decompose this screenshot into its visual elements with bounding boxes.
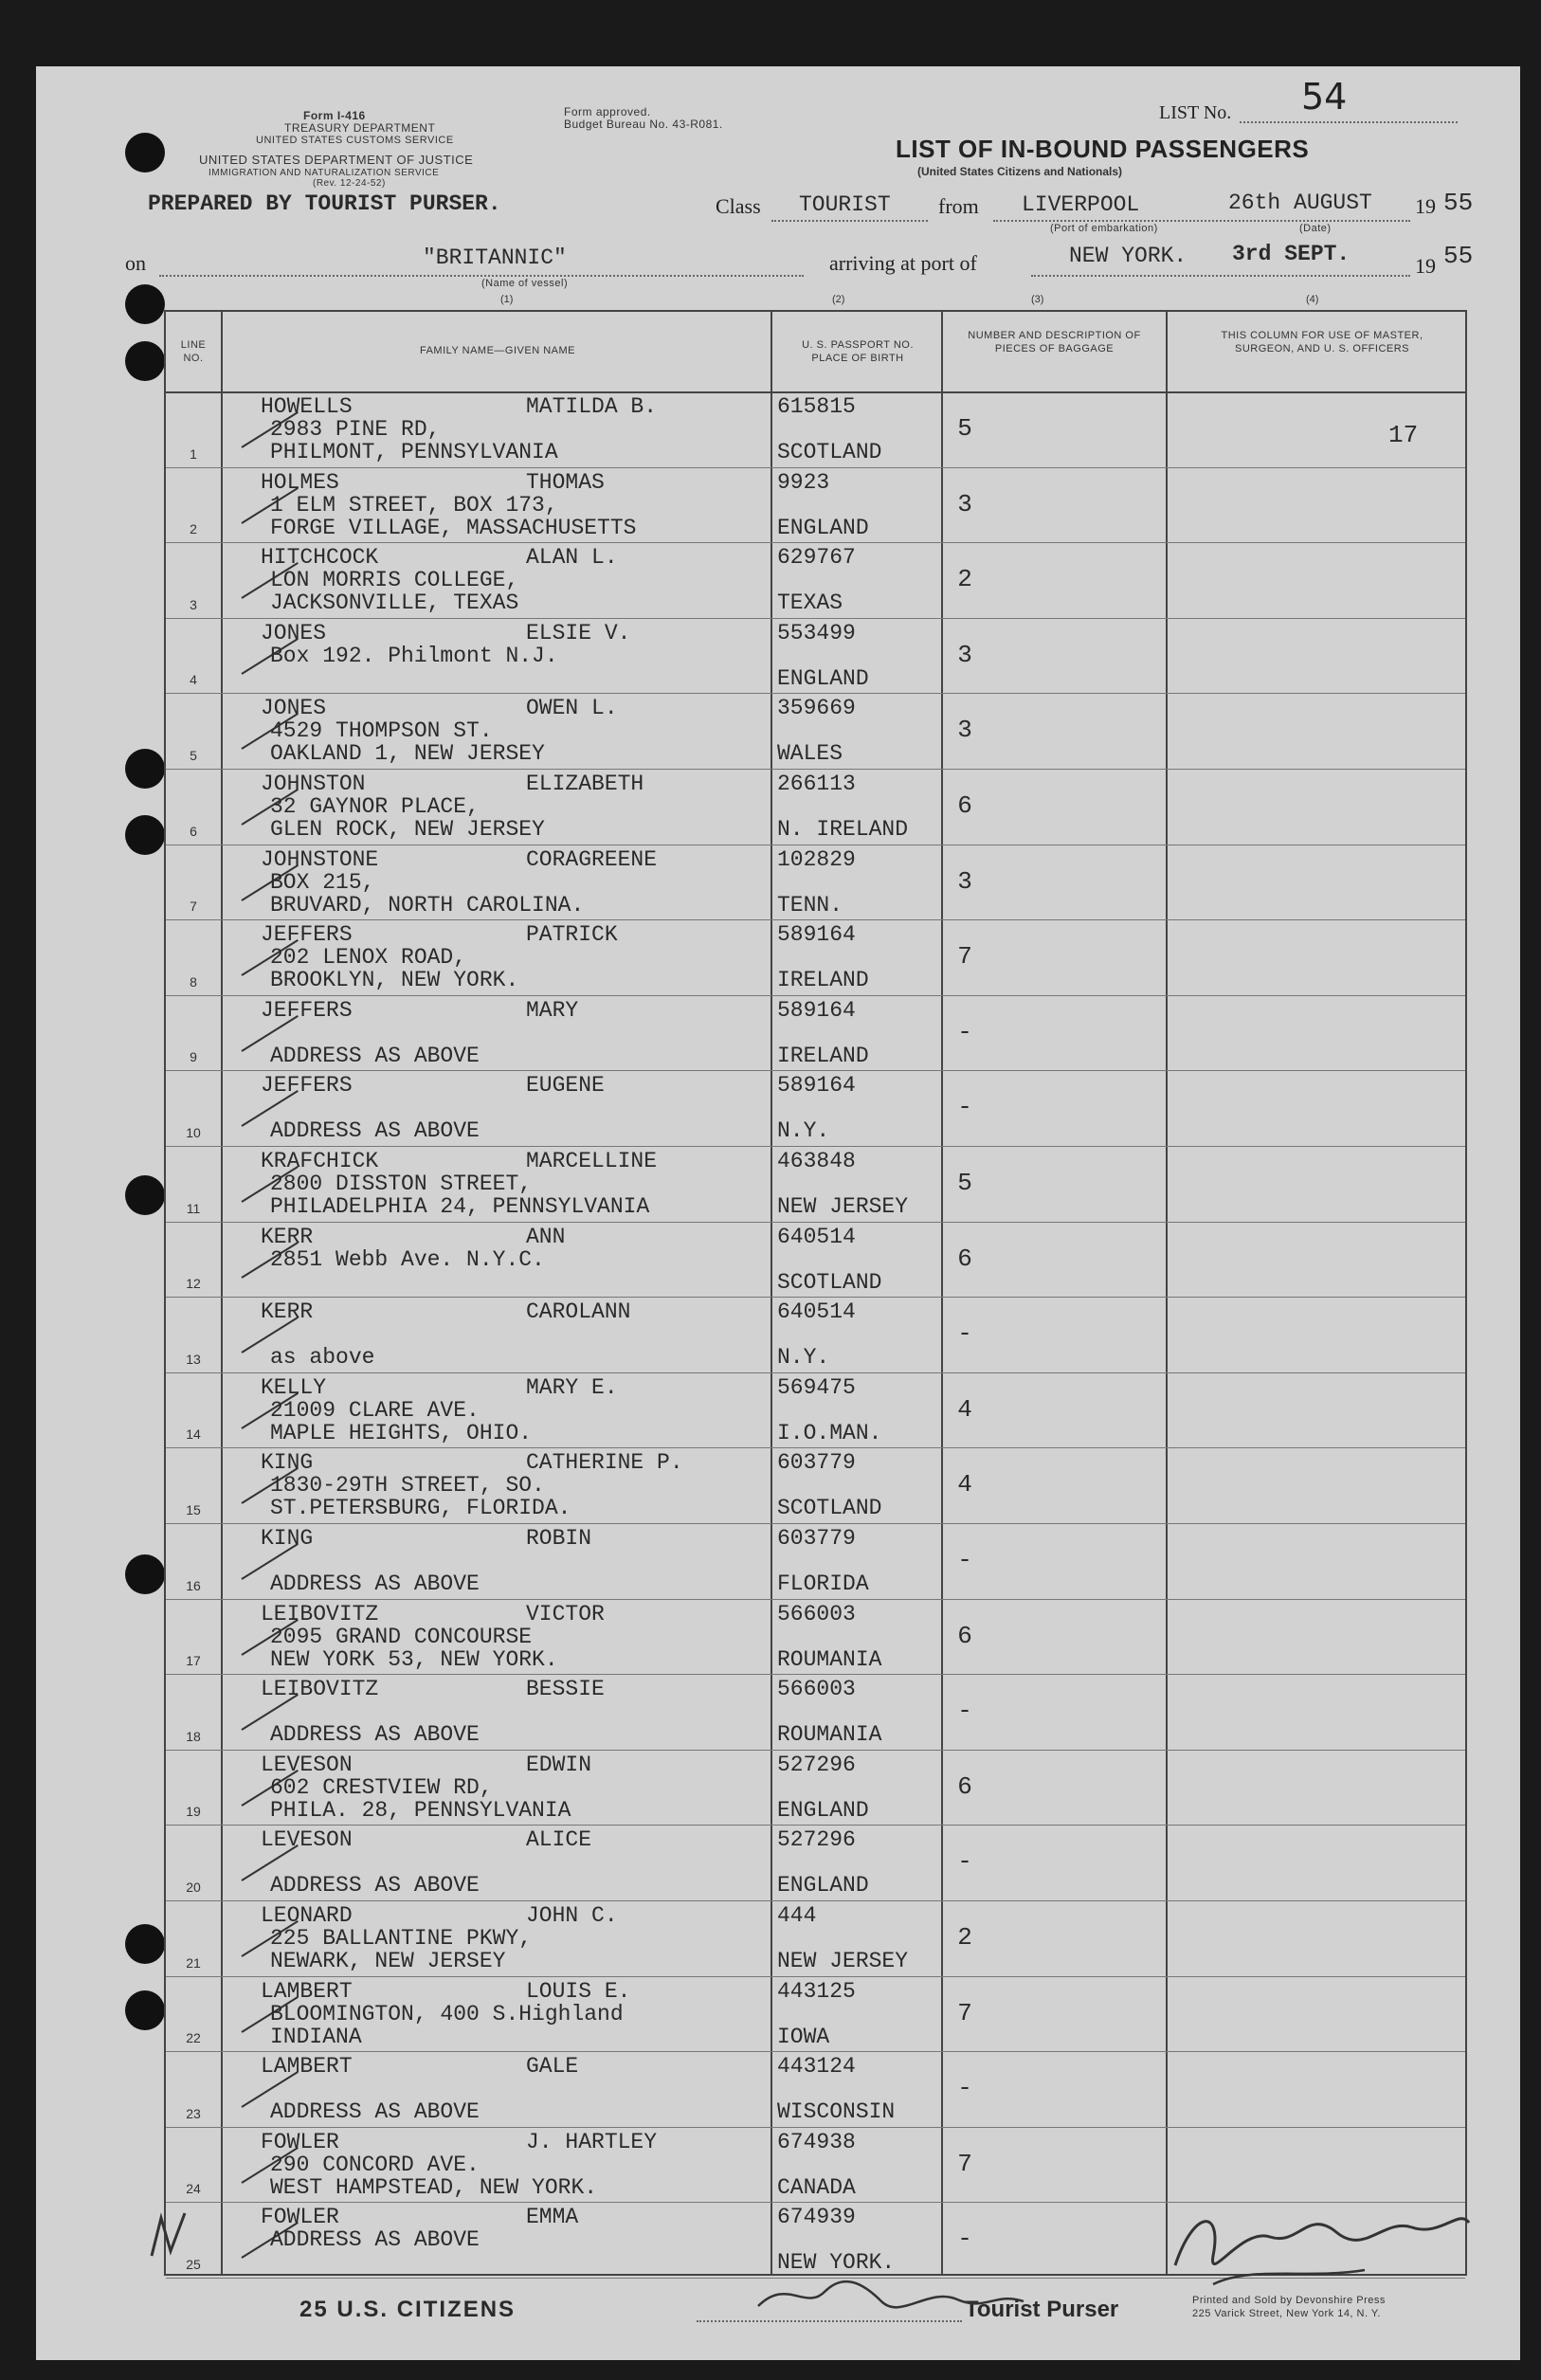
address-line-1: 2851 Webb Ave. N.Y.C.	[270, 1246, 545, 1272]
margin-mark	[142, 2208, 199, 2265]
address-line-2: GLEN ROCK, NEW JERSEY	[270, 817, 545, 842]
address-line-1: 225 BALLANTINE PKWY,	[270, 1926, 533, 1951]
passport-number: 102829	[777, 846, 856, 872]
passport-number: 603779	[777, 1450, 856, 1476]
given-name: MATILDA B.	[526, 394, 658, 419]
baggage-count: 6	[957, 1621, 972, 1650]
place-of-birth: SCOTLAND	[777, 440, 882, 464]
purser-title: Tourist Purser	[965, 2297, 1119, 2322]
given-name: ANN	[526, 1224, 566, 1249]
address-line-1: 32 GAYNOR PLACE,	[270, 794, 480, 819]
arrival-line	[1031, 275, 1410, 277]
line-number: 11	[186, 1200, 201, 1216]
col-num-1: (1)	[500, 294, 514, 305]
place-of-birth: IOWA	[777, 2024, 830, 2049]
address-line-2: INDIANA	[270, 2024, 362, 2049]
address-line-2: NEW YORK 53, NEW YORK.	[270, 1646, 558, 1672]
header-passport: U. S. PASSPORT NO. PLACE OF BIRTH	[802, 339, 914, 364]
address-line-1: 1 ELM STREET, BOX 173,	[270, 492, 558, 518]
given-name: ALAN L.	[526, 545, 618, 571]
place-of-birth: ENGLAND	[777, 1873, 869, 1899]
from-label: from	[938, 194, 979, 218]
baggage-count: 7	[957, 1998, 972, 2027]
family-name: JONES	[261, 620, 327, 645]
given-name: GALE	[526, 2054, 579, 2080]
place-of-birth: I.O.MAN.	[777, 1420, 882, 1445]
passport-number: 444	[777, 1903, 817, 1928]
class-value: TOURIST	[799, 192, 891, 217]
address-line-2: WEST HAMPSTEAD, NEW YORK.	[270, 2174, 598, 2200]
family-name: LEIBOVITZ	[261, 1601, 379, 1626]
embark-year: 55	[1443, 189, 1474, 217]
table-row	[166, 1372, 1465, 1449]
address-line-2: ADDRESS AS ABOVE	[270, 1722, 480, 1748]
place-of-birth: N.Y.	[777, 1345, 830, 1371]
address-line-2: BROOKLYN, NEW YORK.	[270, 968, 519, 993]
line-number: 9	[190, 1049, 197, 1065]
address-line-1: BLOOMINGTON, 400 S.Highland	[270, 2001, 624, 2026]
punch-hole	[125, 1175, 165, 1215]
baggage-count: 2	[957, 1923, 972, 1952]
vessel-name: "BRITANNIC"	[423, 245, 567, 270]
baggage-count: 6	[957, 1244, 972, 1273]
table-row	[166, 1222, 1465, 1299]
place-of-birth: CANADA	[777, 2174, 856, 2200]
table-row	[166, 1297, 1465, 1373]
address-line-2: PHILA. 28, PENNSYLVANIA	[270, 1797, 571, 1823]
given-name: ELIZABETH	[526, 772, 644, 796]
family-name: JOHNSTON	[261, 772, 366, 796]
family-name: HOWELLS	[261, 394, 353, 419]
passenger-table	[164, 310, 1467, 2276]
place-of-birth: TENN.	[777, 892, 843, 917]
family-name: KERR	[261, 1299, 314, 1325]
baggage-count: 7	[957, 2149, 972, 2178]
punch-hole	[125, 749, 165, 789]
passport-number: 566003	[777, 1601, 856, 1626]
address-line-2: NEWARK, NEW JERSEY	[270, 1949, 506, 1973]
place-of-birth: ENGLAND	[777, 1797, 869, 1823]
table-header	[166, 312, 1465, 393]
on-label: on	[125, 251, 146, 275]
place-of-birth: FLORIDA	[777, 1572, 869, 1596]
header-baggage: NUMBER AND DESCRIPTION OF PIECES OF BAGGAGE	[968, 330, 1141, 354]
family-name: LEVESON	[261, 1752, 353, 1777]
baggage-count: 5	[957, 1169, 972, 1197]
baggage-count: 3	[957, 489, 972, 518]
given-name: EDWIN	[526, 1752, 592, 1777]
line-number: 13	[186, 1351, 201, 1367]
table-row	[166, 618, 1465, 695]
place-of-birth: ENGLAND	[777, 515, 869, 540]
table-row	[166, 2051, 1465, 2128]
line-number: 7	[190, 899, 197, 915]
passport-number: 569475	[777, 1374, 856, 1400]
passport-number: 640514	[777, 1299, 856, 1325]
line-number: 22	[186, 2030, 201, 2046]
address-line-2: ADDRESS AS ABOVE	[270, 1043, 480, 1068]
list-no-label: LIST No.	[1159, 102, 1232, 123]
given-name: J. HARTLEY	[526, 2129, 658, 2154]
family-name: LEVESON	[261, 1827, 353, 1853]
vessel-label: (Name of vessel)	[481, 278, 569, 289]
family-name: KRAFCHICK	[261, 1149, 379, 1173]
table-row	[166, 769, 1465, 845]
address-line-2: ADDRESS AS ABOVE	[270, 1118, 480, 1144]
line-number: 24	[186, 2181, 201, 2197]
prepared-by: PREPARED BY TOURIST PURSER.	[148, 191, 501, 216]
passport-number: 553499	[777, 620, 856, 645]
passport-number: 443124	[777, 2054, 856, 2080]
address-line-2: PHILMONT, PENNSYLVANIA	[270, 440, 558, 464]
class-line	[771, 220, 928, 222]
family-name: FOWLER	[261, 2205, 339, 2230]
given-name: MARCELLINE	[526, 1149, 658, 1173]
passport-number: 589164	[777, 922, 856, 948]
punch-hole	[125, 284, 165, 324]
given-name: CAROLANN	[526, 1299, 631, 1325]
address-line-2: ST.PETERSBURG, FLORIDA.	[270, 1496, 571, 1521]
table-row	[166, 1599, 1465, 1676]
place-of-birth: NEW JERSEY	[777, 1949, 909, 1973]
table-row	[166, 1146, 1465, 1223]
passport-number: 640514	[777, 1224, 856, 1249]
baggage-count: -	[957, 1017, 972, 1046]
family-name: JEFFERS	[261, 1073, 353, 1099]
address-line-1: 4529 THOMPSON ST.	[270, 718, 493, 744]
family-name: JOHNSTONE	[261, 846, 379, 872]
line-number: 21	[186, 1954, 201, 1971]
place-of-birth: SCOTLAND	[777, 1496, 882, 1521]
baggage-count: 4	[957, 1394, 972, 1424]
table-row	[166, 391, 1465, 468]
baggage-count: -	[957, 2074, 972, 2103]
line-number: 25	[186, 2256, 201, 2272]
justice-dept: UNITED STATES DEPARTMENT OF JUSTICE	[199, 153, 474, 167]
arrival-date: 3rd SEPT.	[1232, 242, 1351, 266]
col-num-4: (4)	[1306, 294, 1319, 305]
revision-date: (Rev. 12-24-52)	[313, 178, 386, 189]
line-number: 6	[190, 823, 197, 839]
table-row	[166, 1447, 1465, 1524]
table-row	[166, 693, 1465, 770]
family-name: KELLY	[261, 1374, 327, 1400]
family-name: FOWLER	[261, 2129, 339, 2154]
passport-number: 463848	[777, 1149, 856, 1173]
place-of-birth: ROUMANIA	[777, 1722, 882, 1748]
line-number: 2	[190, 521, 197, 537]
table-row	[166, 995, 1465, 1072]
baggage-count: -	[957, 1697, 972, 1726]
line-number: 5	[190, 747, 197, 763]
punch-hole	[125, 1924, 165, 1964]
line-number: 4	[190, 672, 197, 688]
table-row	[166, 542, 1465, 619]
address-line-2: PHILADELPHIA 24, PENNSYLVANIA	[270, 1194, 650, 1219]
place-of-birth: ENGLAND	[777, 665, 869, 691]
place-of-birth: NEW JERSEY	[777, 1194, 909, 1219]
budget-bureau: Budget Bureau No. 43-R081.	[564, 118, 723, 131]
table-row	[166, 1523, 1465, 1600]
table-row	[166, 1825, 1465, 1901]
printer-line-2: 225 Varick Street, New York 14, N. Y.	[1192, 2308, 1381, 2319]
place-of-birth: N. IRELAND	[777, 817, 909, 842]
given-name: MARY	[526, 997, 579, 1023]
address-line-1: 2983 PINE RD,	[270, 417, 441, 442]
given-name: CORAGREENE	[526, 846, 658, 872]
given-name: JOHN C.	[526, 1903, 618, 1928]
treasury-dept: TREASURY DEPARTMENT	[284, 121, 436, 135]
line-number: 8	[190, 973, 197, 990]
purser-signature-scribble	[749, 2273, 1033, 2320]
baggage-count: 3	[957, 866, 972, 896]
line-number: 15	[186, 1501, 201, 1517]
address-line-1: ADDRESS AS ABOVE	[270, 2227, 480, 2253]
arriving-label: arriving at port of	[829, 251, 977, 275]
address-line-1: Box 192. Philmont N.J.	[270, 643, 558, 668]
form-number: Form I-416	[303, 109, 366, 122]
table-row	[166, 845, 1465, 921]
passport-number: 629767	[777, 545, 856, 571]
total-count: 25 U.S. CITIZENS	[299, 2297, 517, 2322]
place-of-birth: IRELAND	[777, 968, 869, 993]
given-name: ROBIN	[526, 1526, 592, 1551]
address-line-2: OAKLAND 1, NEW JERSEY	[270, 741, 545, 767]
address-line-1: LON MORRIS COLLEGE,	[270, 568, 519, 593]
baggage-count: -	[957, 1546, 972, 1574]
given-name: MARY E.	[526, 1374, 618, 1400]
address-line-2: as above	[270, 1345, 375, 1371]
form-approved: Form approved.	[564, 105, 651, 118]
place-of-birth: ROUMANIA	[777, 1646, 882, 1672]
customs-service: UNITED STATES CUSTOMS SERVICE	[256, 135, 454, 146]
passport-number: 527296	[777, 1752, 856, 1777]
address-line-2: FORGE VILLAGE, MASSACHUSETTS	[270, 515, 637, 540]
table-row	[166, 1976, 1465, 2053]
address-line-2: JACKSONVILLE, TEXAS	[270, 590, 519, 616]
baggage-count: 2	[957, 565, 972, 594]
year-prefix: 19	[1415, 194, 1436, 218]
given-name: ELSIE V.	[526, 620, 631, 645]
family-name: HOLMES	[261, 469, 339, 495]
given-name: PATRICK	[526, 922, 618, 948]
line-number: 16	[186, 1577, 201, 1593]
header-name: FAMILY NAME—GIVEN NAME	[419, 345, 575, 356]
address-line-1: BOX 215,	[270, 869, 375, 895]
line-number: 1	[190, 445, 197, 462]
document-subtitle: (United States Citizens and Nationals)	[917, 165, 1123, 178]
ins-service: IMMIGRATION AND NATURALIZATION SERVICE	[208, 168, 440, 178]
punch-hole	[125, 1554, 165, 1594]
address-line-2: ADDRESS AS ABOVE	[270, 1572, 480, 1596]
passport-number: 589164	[777, 997, 856, 1023]
baggage-count: 6	[957, 1771, 972, 1801]
family-name: JEFFERS	[261, 922, 353, 948]
address-line-1: 21009 CLARE AVE.	[270, 1397, 480, 1423]
baggage-count: -	[957, 2225, 972, 2254]
arrival-year: 55	[1443, 242, 1474, 270]
family-name: JONES	[261, 696, 327, 721]
passport-number: 674938	[777, 2129, 856, 2154]
passport-number: 359669	[777, 696, 856, 721]
family-name: LEONARD	[261, 1903, 353, 1928]
address-line-2: MAPLE HEIGHTS, OHIO.	[270, 1420, 533, 1445]
passport-number: 566003	[777, 1677, 856, 1702]
baggage-count: 6	[957, 791, 972, 820]
place-of-birth: N.Y.	[777, 1118, 830, 1144]
address-line-1: 290 CONCORD AVE.	[270, 2152, 480, 2177]
line-number: 23	[186, 2105, 201, 2121]
officer-signature	[1156, 2189, 1478, 2294]
passport-number: 9923	[777, 469, 830, 495]
place-of-birth: WISCONSIN	[777, 2099, 896, 2125]
officer-note: 17	[1388, 421, 1419, 449]
line-number: 12	[186, 1276, 201, 1292]
place-of-birth: WALES	[777, 741, 843, 767]
passport-number: 674939	[777, 2205, 856, 2230]
baggage-count: -	[957, 1319, 972, 1349]
punch-hole	[125, 341, 165, 381]
address-line-2: ADDRESS AS ABOVE	[270, 2099, 480, 2125]
col-num-2: (2)	[832, 294, 845, 305]
baggage-count: 4	[957, 1470, 972, 1499]
address-line-1: 602 CRESTVIEW RD,	[270, 1774, 493, 1800]
family-name: LAMBERT	[261, 1978, 353, 2004]
punch-hole	[125, 815, 165, 855]
col-num-3: (3)	[1031, 294, 1044, 305]
line-number: 17	[186, 1653, 201, 1669]
line-number: 18	[186, 1728, 201, 1744]
table-row	[166, 919, 1465, 996]
place-of-birth: IRELAND	[777, 1043, 869, 1068]
baggage-count: -	[957, 1093, 972, 1122]
arrival-port: NEW YORK.	[1069, 244, 1187, 268]
embark-port: LIVERPOOL	[1022, 192, 1140, 217]
family-name: LEIBOVITZ	[261, 1677, 379, 1702]
baggage-count: 3	[957, 640, 972, 669]
baggage-count: 7	[957, 942, 972, 972]
passport-number: 443125	[777, 1978, 856, 2004]
family-name: KING	[261, 1450, 314, 1476]
baggage-count: 3	[957, 716, 972, 745]
passport-number: 603779	[777, 1526, 856, 1551]
embark-port-label: (Port of embarkation)	[1050, 223, 1158, 234]
table-row	[166, 467, 1465, 544]
header-officers: THIS COLUMN FOR USE OF MASTER, SURGEON, AND U. S. OFFICERS	[1221, 330, 1423, 354]
family-name: JEFFERS	[261, 997, 353, 1023]
given-name: LOUIS E.	[526, 1978, 631, 2004]
given-name: CATHERINE P.	[526, 1450, 683, 1476]
address-line-1: 2800 DISSTON STREET,	[270, 1172, 533, 1196]
address-line-1: 1830-29TH STREET, SO.	[270, 1473, 545, 1499]
arrival-year-prefix: 19	[1415, 254, 1436, 278]
list-no-line	[1240, 121, 1458, 123]
printer-line-1: Printed and Sold by Devonshire Press	[1192, 2295, 1386, 2306]
given-name: EMMA	[526, 2205, 579, 2230]
given-name: EUGENE	[526, 1073, 605, 1099]
given-name: OWEN L.	[526, 696, 618, 721]
class-label: Class	[716, 194, 761, 218]
table-row	[166, 1070, 1465, 1147]
punch-hole	[125, 1990, 165, 2030]
address-line-1: 2095 GRAND CONCOURSE	[270, 1624, 533, 1649]
given-name: THOMAS	[526, 469, 605, 495]
family-name: KING	[261, 1526, 314, 1551]
baggage-count: 5	[957, 414, 972, 443]
list-number: 54	[1301, 76, 1348, 118]
line-number: 19	[186, 1804, 201, 1820]
family-name: KERR	[261, 1224, 314, 1249]
table-row	[166, 1750, 1465, 1826]
passport-number: 589164	[777, 1073, 856, 1099]
punch-hole	[125, 133, 165, 173]
baggage-count: -	[957, 1847, 972, 1877]
given-name: VICTOR	[526, 1601, 605, 1626]
document-title: LIST OF IN-BOUND PASSENGERS	[896, 135, 1310, 163]
header-line-no: LINE NO.	[180, 339, 207, 364]
line-number: 20	[186, 1879, 201, 1895]
family-name: LAMBERT	[261, 2054, 353, 2080]
place-of-birth: NEW YORK.	[777, 2250, 896, 2276]
passport-number: 527296	[777, 1827, 856, 1853]
table-row	[166, 1900, 1465, 1977]
address-line-1: 202 LENOX ROAD,	[270, 945, 467, 971]
date-label: (Date)	[1299, 223, 1332, 234]
line-number: 3	[190, 596, 197, 612]
line-number: 10	[186, 1124, 201, 1140]
address-line-2: ADDRESS AS ABOVE	[270, 1873, 480, 1899]
passport-number: 266113	[777, 772, 856, 796]
given-name: ALICE	[526, 1827, 592, 1853]
given-name: BESSIE	[526, 1677, 605, 1702]
line-number: 14	[186, 1426, 201, 1443]
place-of-birth: SCOTLAND	[777, 1269, 882, 1295]
passport-number: 615815	[777, 394, 856, 419]
embark-date: 26th AUGUST	[1228, 191, 1372, 215]
address-line-2: BRUVARD, NORTH CAROLINA.	[270, 892, 585, 917]
table-row	[166, 1674, 1465, 1751]
family-name: HITCHCOCK	[261, 545, 379, 571]
place-of-birth: TEXAS	[777, 590, 843, 616]
signature-line	[697, 2320, 962, 2322]
